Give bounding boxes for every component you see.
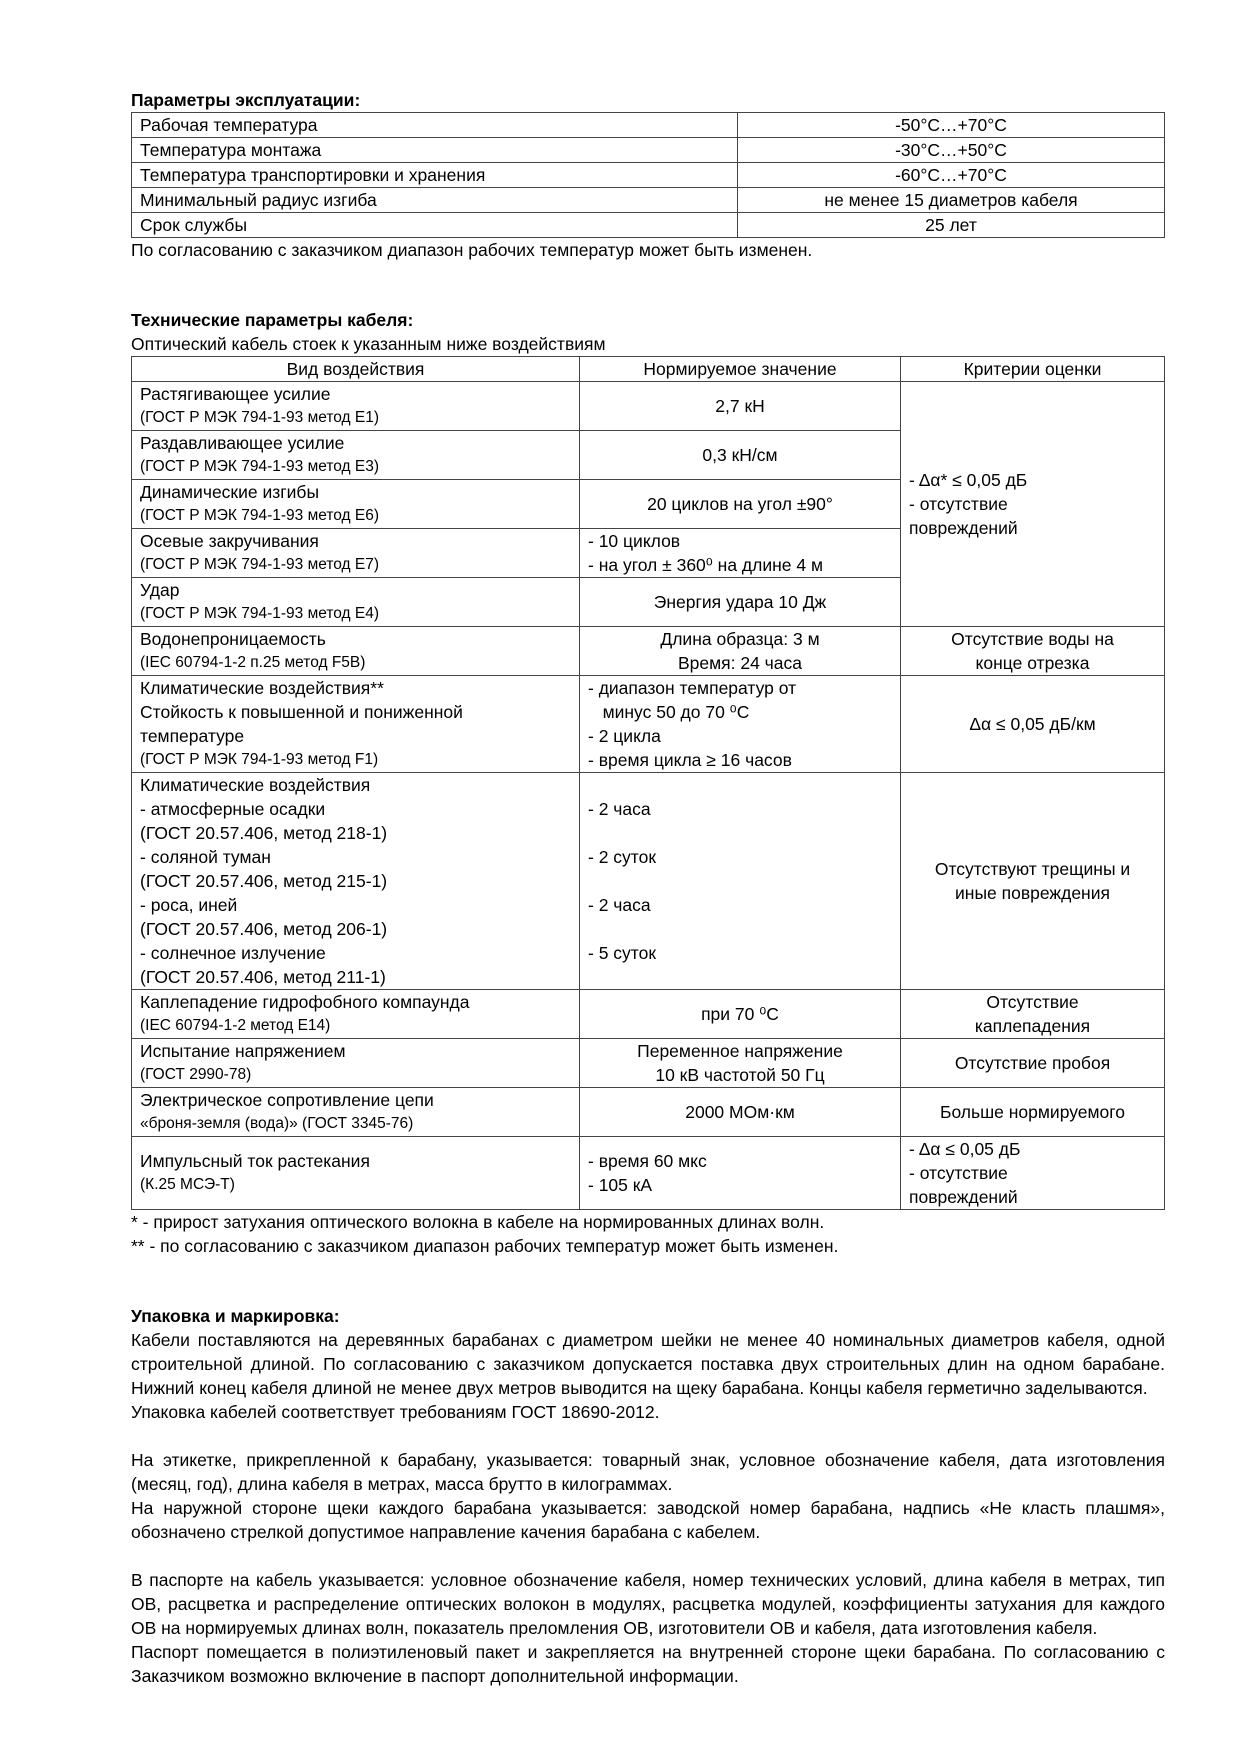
- cell-value: [580, 990, 901, 1039]
- cell-criteria: [901, 627, 1165, 676]
- value-line: Время: 24 часа: [677, 653, 803, 673]
- value-line: [588, 917, 892, 941]
- impact-line: - роса, иней: [140, 895, 238, 915]
- criteria-line: повреждений: [909, 1187, 1018, 1207]
- cell-value: [580, 1137, 901, 1210]
- table-row: [132, 188, 1165, 213]
- cell-value: 25 лет: [738, 213, 1165, 238]
- value-line: - 2 суток: [588, 847, 656, 867]
- table-row: [132, 138, 1165, 163]
- value-line: 10 кВ частотой 50 Гц: [655, 1065, 825, 1085]
- cell-value: [580, 382, 901, 431]
- criteria-line: повреждений: [909, 518, 1018, 538]
- impact-line: Растягивающее усилие: [140, 384, 331, 404]
- impact-line: Испытание напряжением: [140, 1041, 346, 1061]
- cell-criteria: [901, 773, 1165, 990]
- value-line: - на угол ± 360⁰ на длине 4 м: [588, 555, 824, 575]
- impact-line: (ГОСТ Р МЭК 794-1-93 метод E1): [140, 409, 380, 426]
- table-row: [132, 627, 1165, 676]
- header-criteria: Критерии оценки: [901, 357, 1165, 382]
- cell-value: [580, 627, 901, 676]
- cell-label: Срок службы: [132, 213, 738, 238]
- value-line: - 2 часа: [588, 895, 651, 915]
- cell-impact: [132, 990, 580, 1039]
- cell-criteria: [901, 1137, 1165, 1210]
- criteria-line: Больше нормируемого: [939, 1102, 1126, 1122]
- cell-criteria: [901, 990, 1165, 1039]
- impact-line: (ГОСТ 20.57.406, метод 218-1): [140, 823, 388, 843]
- impact-line: - атмосферные осадки: [140, 799, 326, 819]
- impact-line: (ГОСТ Р МЭК 794-1-93 метод E4): [140, 605, 380, 622]
- cell-criteria: [901, 1039, 1165, 1088]
- value-line: при 70 ⁰С: [701, 1004, 779, 1024]
- cell-value: [580, 578, 901, 627]
- impact-line: (IEC 60794-1-2 п.25 метод F5B): [140, 654, 366, 671]
- cell-value: [580, 431, 901, 480]
- value-line: - время цикла ≥ 16 часов: [588, 750, 792, 770]
- technical-heading: Технические параметры кабеля:: [131, 310, 414, 330]
- cell-impact: [132, 431, 580, 480]
- criteria-line: Отсутствие воды на: [951, 629, 1114, 649]
- value-line: - 5 суток: [588, 943, 656, 963]
- cell-criteria: [901, 676, 1165, 773]
- criteria-line: каплепадения: [974, 1016, 1091, 1036]
- operation-heading: Параметры эксплуатации:: [131, 90, 361, 110]
- value-line: Длина образца: 3 м: [660, 629, 820, 649]
- passport-paragraph: В паспорте на кабель указывается: условное обозначение кабеля, номер технических условий, длина кабеля в метрах, тип ОВ, расцветка и распределение оптических волокон в модулях, расцветка модулей, коэффициенты затухания для каждого ОВ на нормируемых длинах волн, показатель преломления ОВ, изготовители ОВ и кабеля, дата изготовления кабеля.: [131, 1570, 1165, 1638]
- value-line: - 10 циклов: [588, 531, 681, 551]
- cell-label: Температура монтажа: [132, 138, 738, 163]
- footnote-1: * - прирост затухания оптического волокна в кабеле на нормированных длинах волн.: [131, 1212, 825, 1232]
- technical-subtitle: Оптический кабель стоек к указанным ниже воздействиям: [131, 334, 606, 354]
- criteria-line: - отсутствие: [909, 494, 1008, 514]
- value-line: минус 50 до 70 ⁰С: [588, 702, 750, 722]
- impact-line: Импульсный ток растекания: [140, 1151, 370, 1171]
- cell-criteria: [901, 1088, 1165, 1137]
- value-line: [588, 965, 892, 989]
- table-row: [132, 676, 1165, 773]
- criteria-line: Отсутствуют трещины и: [934, 859, 1131, 879]
- table-header-row: [132, 357, 1165, 382]
- impact-line: - соляной туман: [140, 847, 271, 867]
- cell-impact: [132, 578, 580, 627]
- impact-line: «броня-земля (вода)» (ГОСТ 3345-76): [140, 1115, 414, 1132]
- impact-line: Стойкость к повышенной и пониженной: [140, 702, 463, 722]
- impact-line: температуре: [140, 726, 245, 746]
- criteria-line: конце отрезка: [975, 653, 1090, 673]
- impact-line: (ГОСТ 20.57.406, метод 211-1): [140, 967, 386, 987]
- packaging-heading: Упаковка и маркировка:: [131, 1306, 340, 1326]
- impact-line: Удар: [140, 580, 180, 600]
- cell-value: -60°C…+70°C: [738, 163, 1165, 188]
- cell-value: -30°C…+50°C: [738, 138, 1165, 163]
- criteria-line: иные повреждения: [955, 883, 1110, 903]
- value-line: 20 циклов на угол ±90°: [647, 494, 833, 514]
- criteria-line: - отсутствие: [909, 1163, 1008, 1183]
- cell-criteria: [901, 382, 1165, 627]
- value-line: - диапазон температур от: [588, 678, 797, 698]
- value-line: Энергия удара 10 Дж: [653, 592, 827, 612]
- value-line: [588, 773, 892, 797]
- cell-label: Минимальный радиус изгиба: [132, 188, 738, 213]
- impact-line: (IEC 60794-1-2 метод E14): [140, 1017, 331, 1034]
- value-line: Переменное напряжение: [637, 1041, 843, 1061]
- cell-value: [580, 773, 901, 990]
- packaging-paragraph-2: Упаковка кабелей соответствует требованиям ГОСТ 18690-2012.: [131, 1402, 660, 1422]
- impact-line: (ГОСТ Р МЭК 794-1-93 метод E7): [140, 556, 380, 573]
- criteria-line: - Δα ≤ 0,05 дБ: [909, 1139, 1021, 1159]
- packaging-paragraph-1: Кабели поставляются на деревянных барабанах с диаметром шейки не менее 40 номинальных диаметров кабеля, одной строительной длиной. По согласованию с заказчиком допускается поставка двух строительных длин на одном барабане. Нижний конец кабеля длиной не менее двух метров выводится на щеку барабана. Концы кабеля герметично заделываются.: [131, 1330, 1165, 1398]
- criteria-line: Отсутствие: [986, 992, 1079, 1012]
- impact-line: (ГОСТ Р МЭК 794-1-93 метод F1): [140, 751, 379, 768]
- technical-table: [131, 356, 1165, 1210]
- cell-impact: [132, 627, 580, 676]
- value-line: - время 60 мкс: [588, 1151, 707, 1171]
- cell-value: [580, 529, 901, 578]
- label-paragraph: На этикетке, прикрепленной к барабану, указывается: товарный знак, условное обозначение кабеля, дата изготовления (месяц, год), длина кабеля в метрах, масса брутто в килограммах.: [131, 1450, 1165, 1494]
- header-impact: Вид воздействия: [132, 357, 580, 382]
- cell-impact: [132, 1088, 580, 1137]
- table-row: [132, 1088, 1165, 1137]
- table-row: [132, 113, 1165, 138]
- table-row: [132, 990, 1165, 1039]
- value-line: - 105 кА: [588, 1175, 653, 1195]
- cell-impact: [132, 1039, 580, 1088]
- cell-label: Рабочая температура: [132, 113, 738, 138]
- value-line: [588, 869, 892, 893]
- table-row: [132, 213, 1165, 238]
- document-page: [131, 88, 1165, 1688]
- header-value: Нормируемое значение: [580, 357, 901, 382]
- impact-line: Климатические воздействия**: [140, 678, 384, 698]
- impact-line: (ГОСТ 20.57.406, метод 206-1): [140, 919, 388, 939]
- impact-line: Осевые закручивания: [140, 531, 319, 551]
- impact-line: Динамические изгибы: [140, 482, 320, 502]
- impact-line: Водонепроницаемость: [140, 629, 326, 649]
- table-row: [132, 382, 1165, 431]
- footnote-2: ** - по согласованию с заказчиком диапазон рабочих температур может быть изменен.: [131, 1236, 839, 1256]
- cell-value: [580, 480, 901, 529]
- drum-marking-paragraph: На наружной стороне щеки каждого барабана указывается: заводской номер барабана, надпись «Не класть плашмя», обозначено стрелкой допустимое направление качения барабана с кабелем.: [131, 1498, 1165, 1542]
- impact-line: Каплепадение гидрофобного компаунда: [140, 992, 470, 1012]
- criteria-line: Отсутствие пробоя: [954, 1053, 1111, 1073]
- cell-impact: [132, 773, 580, 990]
- cell-value: -50°C…+70°C: [738, 113, 1165, 138]
- cell-impact: [132, 529, 580, 578]
- value-line: 2000 МОм·км: [685, 1102, 795, 1122]
- value-line: 0,3 кН/см: [702, 445, 778, 465]
- cell-value: [580, 1039, 901, 1088]
- table-row: [132, 1039, 1165, 1088]
- impact-line: (ГОСТ Р МЭК 794-1-93 метод E3): [140, 458, 380, 475]
- value-line: 2,7 кН: [715, 396, 765, 416]
- table-row: [132, 163, 1165, 188]
- cell-label: Температура транспортировки и хранения: [132, 163, 738, 188]
- cell-impact: [132, 1137, 580, 1210]
- value-line: - 2 часа: [588, 799, 651, 819]
- table-row: [132, 773, 1165, 990]
- impact-line: (ГОСТ 20.57.406, метод 215-1): [140, 871, 388, 891]
- value-line: - 2 цикла: [588, 726, 661, 746]
- cell-value: не менее 15 диаметров кабеля: [738, 188, 1165, 213]
- impact-line: Раздавливающее усилие: [140, 433, 345, 453]
- table-row: [132, 1137, 1165, 1210]
- criteria-line: - Δα* ≤ 0,05 дБ: [909, 470, 1028, 490]
- cell-impact: [132, 480, 580, 529]
- impact-line: (ГОСТ Р МЭК 794-1-93 метод E6): [140, 507, 380, 524]
- value-line: [588, 821, 892, 845]
- operation-note: По согласованию с заказчиком диапазон рабочих температур может быть изменен.: [131, 240, 813, 260]
- impact-line: (К.25 МСЭ-Т): [140, 1176, 235, 1193]
- passport-placement-paragraph: Паспорт помещается в полиэтиленовый пакет и закрепляется на внутренней стороне щеки барабана. По согласованию с Заказчиком возможно включение в паспорт дополнительной информации.: [131, 1642, 1165, 1686]
- cell-value: [580, 1088, 901, 1137]
- cell-value: [580, 676, 901, 773]
- impact-line: (ГОСТ 2990-78): [140, 1066, 252, 1083]
- impact-line: - солнечное излучение: [140, 943, 326, 963]
- criteria-line: Δα ≤ 0,05 дБ/км: [969, 714, 1096, 734]
- impact-line: Электрическое сопротивление цепи: [140, 1090, 434, 1110]
- cell-impact: [132, 382, 580, 431]
- cell-impact: [132, 676, 580, 773]
- operation-table: [131, 112, 1165, 238]
- impact-line: Климатические воздействия: [140, 775, 371, 795]
